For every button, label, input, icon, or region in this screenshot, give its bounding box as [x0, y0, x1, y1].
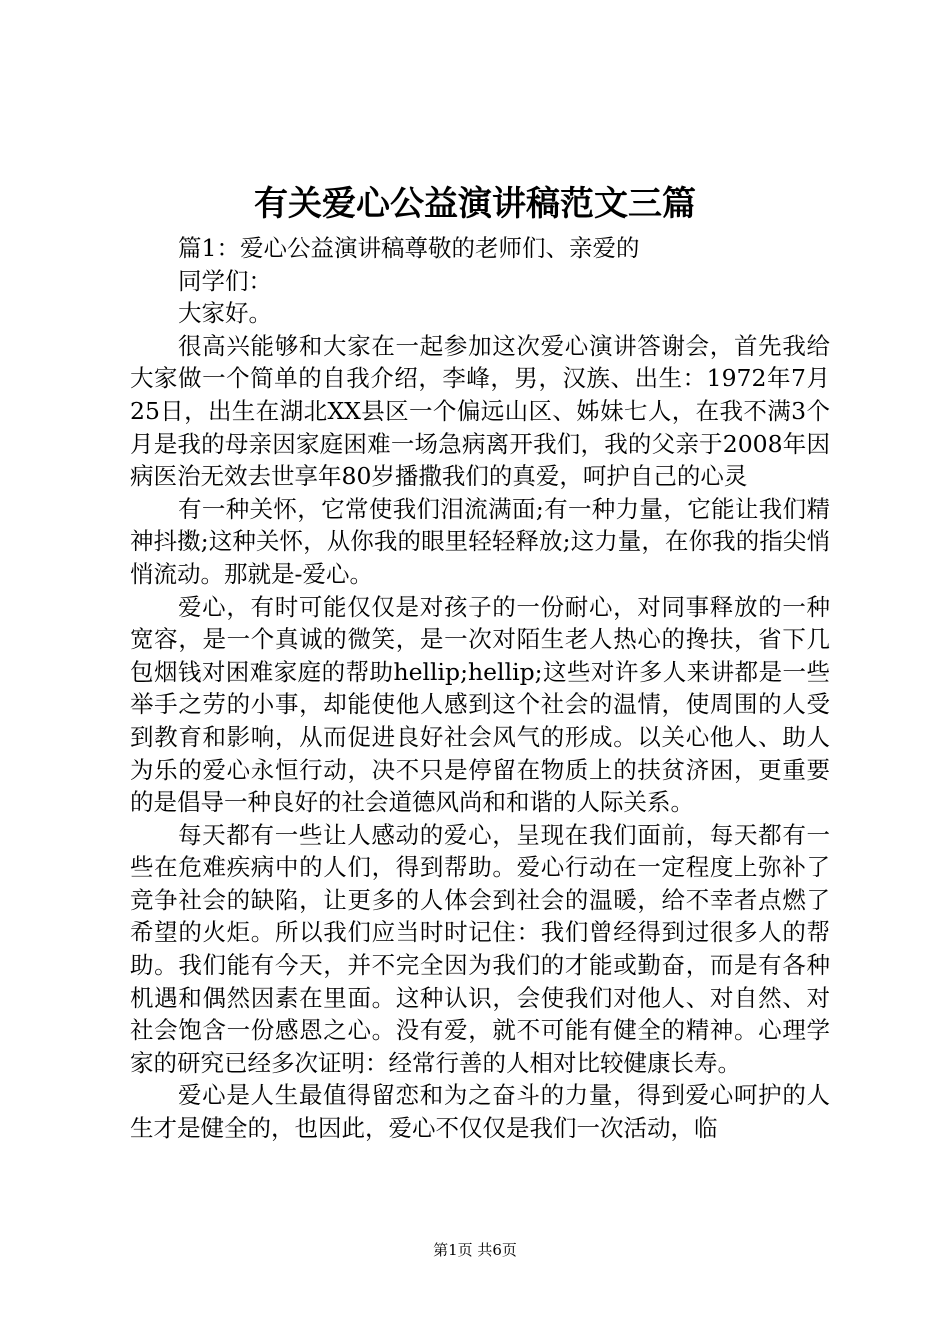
document-title: 有关爱心公益演讲稿范文三篇 — [254, 184, 696, 224]
paragraph-5: 有一种关怀，它常使我们泪流满面;有一种力量，它能让我们精神抖擞;这种关怀，从你我的眼里轻轻释放;这力量，在你我的指尖悄悄流动。那就是-爱心。 — [130, 494, 830, 588]
paragraph-7: 每天都有一些让人感动的爱心，呈现在我们面前，每天都有一些在危难疾病中的人们，得到帮助。爱心行动在一定程度上弥补了竞争社会的缺陷，让更多的人体会到社会的温暖，给不幸者点燃了希望的火炬。所以我们应当时时记住：我们曾经得到过很多人的帮助。我们能有今天，并不完全因为我们的才能或勤奋，而是有各种机遇和偶然因素在里面。这种认识，会使我们对他人、对自然、对社会饱含一份感恩之心。没有爱，就不可能有健全的精神。心理学家的研究已经多次证明：经常行善的人相对比较健康长寿。 — [130, 820, 830, 1077]
paragraph-2: 同学们： — [178, 266, 272, 295]
page-footer: 第1页 共6页 — [433, 1241, 517, 1259]
paragraph-3: 大家好。 — [178, 299, 272, 328]
paragraph-4: 很高兴能够和大家在一起参加这次爱心演讲答谢会，首先我给大家做一个简单的自我介绍，李峰，男，汉族、出生：1972年7月25日，出生在湖北XX县区一个偏远山区、姊妹七人，在我不满3个月是我的母亲因家庭困难一场急病离开我们，我的父亲于2008年因病医治无效去世享年80岁播撒我们的真爱，呵护自己的心灵 — [130, 331, 830, 491]
paragraph-8: 爱心是人生最值得留恋和为之奋斗的力量，得到爱心呵护的人生才是健全的，也因此，爱心不仅仅是我们一次活动，临 — [130, 1081, 830, 1143]
document-body — [130, 232, 830, 1145]
paragraph-6: 爱心，有时可能仅仅是对孩子的一份耐心，对同事释放的一种宽容，是一个真诚的微笑，是一次对陌生老人热心的搀扶，省下几包烟钱对困难家庭的帮助hellip;hellip;这些对许多人来讲都是一些举手之劳的小事，却能使他人感到这个社会的温情，使周围的人受到教育和影响，从而促进良好社会风气的形成。以关心他人、助人为乐的爱心永恒行动，决不只是停留在物质上的扶贫济困，更重要的是倡导一种良好的社会道德风尚和和谐的人际关系。 — [130, 592, 830, 817]
paragraph-1: 篇1：爱心公益演讲稿尊敬的老师们、亲爱的 — [178, 234, 640, 262]
